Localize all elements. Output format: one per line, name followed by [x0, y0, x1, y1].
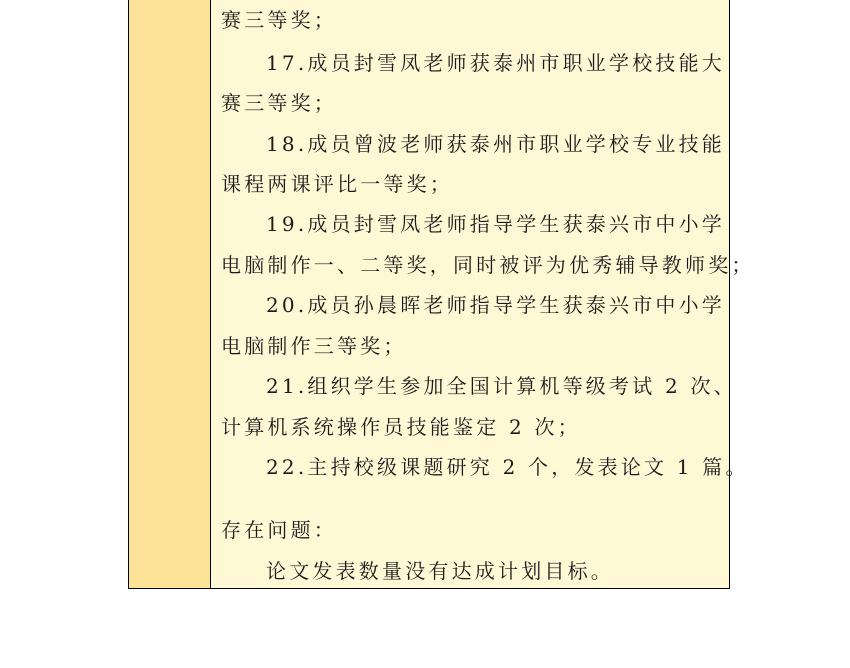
text-line: 计算机系统操作员技能鉴定 2 次； — [221, 415, 581, 439]
text-line: 20.成员孙晨晖老师指导学生获泰兴市中小学 — [266, 293, 726, 317]
text-line: 21.组织学生参加全国计算机等级考试 2 次、 — [266, 374, 737, 398]
text-line: 赛三等奖； — [221, 91, 337, 115]
text-line: 电脑制作一、二等奖，同时被评为优秀辅导教师奖； — [221, 253, 755, 277]
text-line: 22.主持校级课题研究 2 个，发表论文 1 篇。 — [266, 455, 749, 479]
text-line: 课程两课评比一等奖； — [221, 172, 453, 196]
document-table — [128, 0, 755, 589]
text-line: 电脑制作三等奖； — [221, 334, 407, 358]
section-heading: 存在问题： — [221, 518, 337, 542]
table-content-cell — [211, 0, 755, 588]
text-line: 赛三等奖； — [221, 8, 337, 32]
text-line: 17.成员封雪凤老师获泰州市职业学校技能大 — [266, 51, 726, 75]
text-line: 19.成员封雪凤老师指导学生获泰兴市中小学 — [266, 212, 726, 236]
text-line: 论文发表数量没有达成计划目标。 — [266, 559, 614, 583]
text-line: 18.成员曾波老师获泰州市职业学校专业技能 — [266, 132, 726, 156]
table-label-column — [129, 0, 211, 588]
